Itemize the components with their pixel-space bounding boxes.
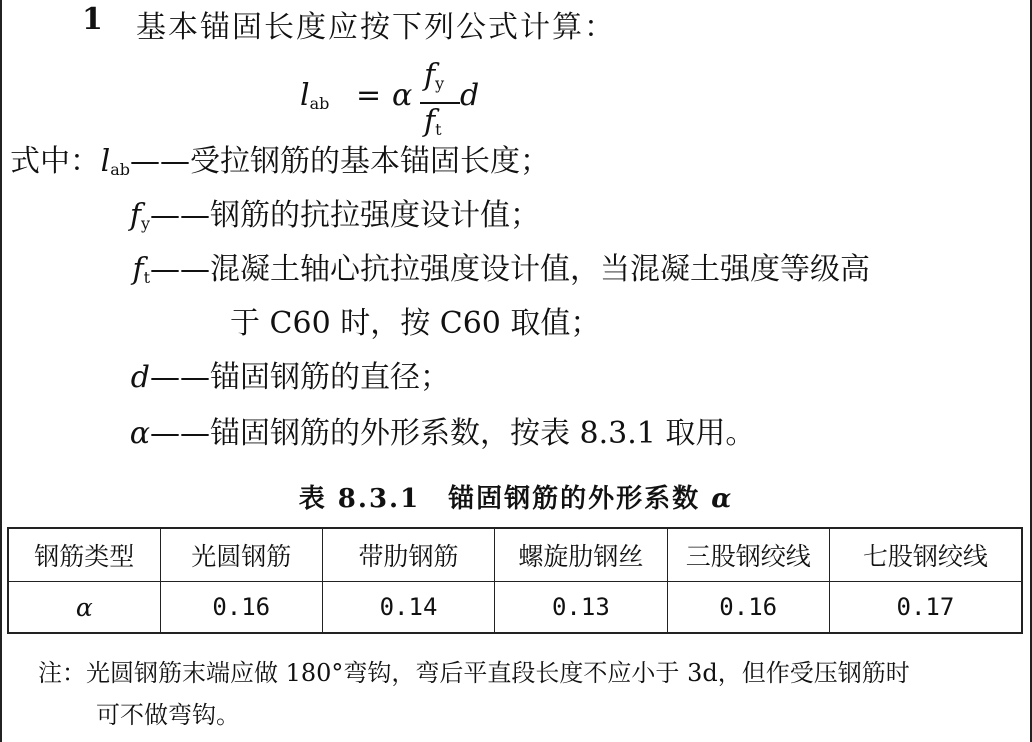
table-cell: 0.16 xyxy=(160,582,322,634)
table-header-cell: 带肋钢筋 xyxy=(322,528,494,582)
table-cell: 0.16 xyxy=(667,582,829,634)
item-heading: 基本锚固长度应按下列公式计算： xyxy=(136,10,616,45)
formula-d: d xyxy=(460,78,480,113)
table-header-cell: 七股钢绞线 xyxy=(829,528,1022,582)
legend-dash: —— xyxy=(150,416,210,451)
legend-line-ft-cont: 于 C60 时，按 C60 取值； xyxy=(230,306,601,341)
table-cell: 0.17 xyxy=(829,582,1022,634)
legend-symbol: d xyxy=(130,360,150,395)
item-number: 1 xyxy=(82,2,103,37)
legend-text: 锚固钢筋的外形系数，按表 8.3.1 取用。 xyxy=(210,416,756,451)
legend-dash: —— xyxy=(150,360,210,395)
legend-text: 混凝土轴心抗拉强度设计值，当混凝土强度等级高 xyxy=(210,252,870,287)
table-caption: 表 8.3.1 锚固钢筋的外形系数 α xyxy=(298,484,734,514)
anchorage-formula xyxy=(300,58,500,138)
table-row-label: α xyxy=(8,582,160,634)
formula-alpha: α xyxy=(392,78,413,113)
table-header-cell: 钢筋类型 xyxy=(8,528,160,582)
legend-dash: —— xyxy=(150,252,210,287)
legend-line-d xyxy=(114,358,450,398)
table-header-row xyxy=(8,528,1022,582)
formula-equals: = xyxy=(356,78,382,113)
legend-symbol: $f_y$ xyxy=(129,198,150,233)
legend-line-ft xyxy=(114,250,870,298)
table-cell: 0.13 xyxy=(495,582,667,634)
page-left-border xyxy=(0,0,2,742)
legend-text: 钢筋的抗拉强度设计值； xyxy=(210,198,540,233)
table-header-cell: 三股钢绞线 xyxy=(667,528,829,582)
legend-line-lab xyxy=(10,142,550,190)
legend-line-alpha xyxy=(114,414,755,454)
legend-text: 受拉钢筋的基本锚固长度； xyxy=(190,144,550,179)
formula-numerator: $f_y$ xyxy=(424,58,445,93)
legend-prefix: 式中： xyxy=(10,144,100,179)
table-header-cell: 光圆钢筋 xyxy=(160,528,322,582)
table-cell: 0.14 xyxy=(322,582,494,634)
legend-dash: —— xyxy=(130,144,190,179)
legend-line-fy xyxy=(114,196,540,244)
formula-denominator: $f_t$ xyxy=(424,104,442,139)
table-note-cont: 可不做弯钩。 xyxy=(96,701,240,729)
legend-symbol: $f_t$ xyxy=(132,252,150,287)
legend-symbol: α xyxy=(129,416,150,451)
table-header-cell: 螺旋肋钢丝 xyxy=(495,528,667,582)
formula-lhs: $l_{ab}$ xyxy=(300,78,330,113)
legend-symbol: $l_{ab}$ xyxy=(100,144,130,179)
legend-text: 锚固钢筋的直径； xyxy=(210,360,450,395)
shape-coefficient-table xyxy=(7,527,1023,634)
table-note: 注：光圆钢筋末端应做 180°弯钩，弯后平直段长度不应小于 3d，但作受压钢筋时 xyxy=(38,659,910,687)
legend-dash: —— xyxy=(150,198,210,233)
table-row xyxy=(8,582,1022,634)
